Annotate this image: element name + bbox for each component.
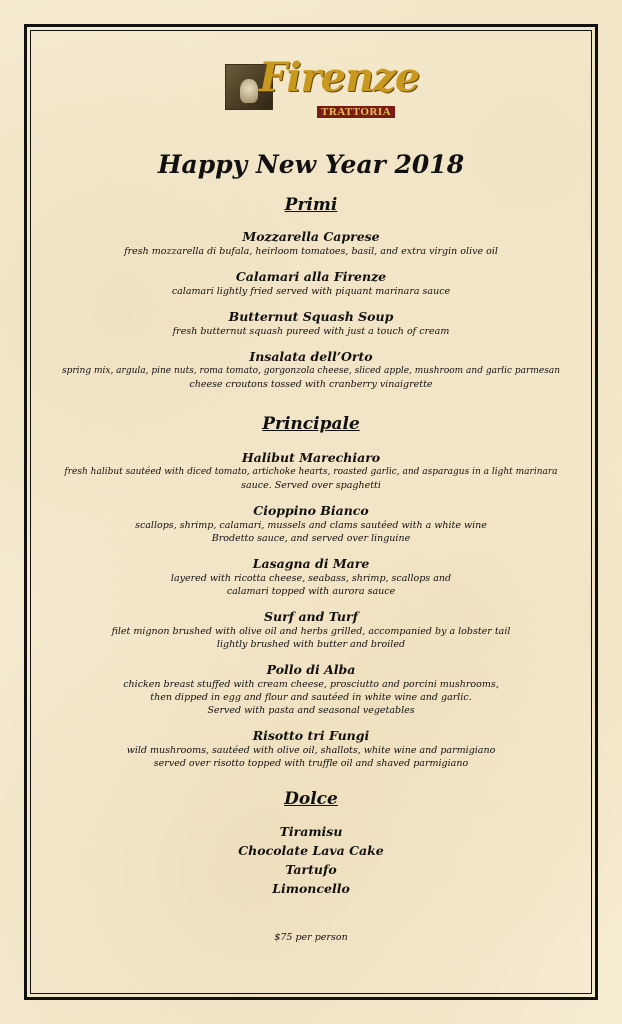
item-description: cheese croutons tossed with cranberry vinaigrette [189,379,433,390]
menu-item [40,348,582,391]
menu-item [40,449,582,492]
menu-item [40,308,582,338]
item-name: Butternut Squash Soup [228,309,394,324]
item-description: fresh halibut sautéed with diced tomato, artichoke hearts, roasted garlic, and asparagus in a light marinara [64,467,558,477]
item-description: layered with ricotta cheese, seabass, shrimp, scallops and [170,573,452,584]
page-title: Happy New Year 2018 [157,150,465,179]
item-description: served over risotto topped with truffle oil and shaved parmigiano [153,758,469,769]
list-item: Limoncello [272,881,350,896]
dolce-list [40,822,582,898]
vase-icon [240,79,258,103]
list-item: Tiramisu [279,824,343,839]
item-description: chicken breast stuffed with cream cheese, prosciutto and porcini mushrooms, [123,679,499,690]
item-description: wild mushrooms, sautéed with olive oil, shallots, white wine and parmigiano [126,745,496,756]
section-heading-dolce: Dolce [284,789,338,809]
menu-item [40,268,582,298]
menu-item [40,608,582,651]
logo-wordmark: Firenze [259,54,420,101]
item-name: Cioppino Bianco [253,503,369,518]
item-description: spring mix, argula, pine nuts, roma tomato, gorgonzola cheese, sliced apple, mushroom and garlic parmesan [61,366,560,376]
item-description: calamari topped with aurora sauce [226,586,396,597]
item-name: Insalata dell’Orto [249,349,373,364]
item-description: lightly brushed with butter and broiled [216,639,406,650]
item-description: sauce. Served over spaghetti [241,480,381,491]
list-item: Chocolate Lava Cake [238,843,384,858]
section-heading-primi: Primi [284,195,338,215]
list-item: Tartufo [285,862,337,877]
menu-item [40,228,582,258]
item-name: Pollo di Alba [266,662,356,677]
item-name: Risotto tri Fungi [252,728,370,743]
item-name: Lasagna di Mare [252,556,370,571]
logo-subtitle: TRATTORIA [317,106,395,118]
restaurant-logo [225,54,420,126]
item-name: Calamari alla Firenze [235,269,387,284]
item-description: fresh mozzarella di bufala, heirloom tomatoes, basil, and extra virgin olive oil [124,246,498,257]
price-note: $75 per person [274,932,348,943]
item-description: calamari lightly fried served with piquant marinara sauce [171,286,451,297]
item-name: Surf and Turf [264,609,358,624]
menu-item [40,555,582,598]
item-description: fresh butternut squash pureed with just a touch of cream [172,326,450,337]
menu-content [40,54,582,943]
item-name: Mozzarella Caprese [242,229,380,244]
item-description: scallops, shrimp, calamari, mussels and clams sautéed with a white wine [135,520,487,531]
menu-item [40,502,582,545]
section-heading-principale: Principale [262,414,360,434]
item-description: filet mignon brushed with olive oil and herbs grilled, accompanied by a lobster tail [111,626,511,637]
item-description: then dipped in egg and flour and sautéed in white wine and garlic. [150,692,472,703]
menu-item [40,727,582,770]
item-description: Served with pasta and seasonal vegetables [207,705,415,716]
item-name: Halibut Marechiaro [241,450,381,465]
menu-item [40,661,582,717]
item-description: Brodetto sauce, and served over linguine [211,533,411,544]
